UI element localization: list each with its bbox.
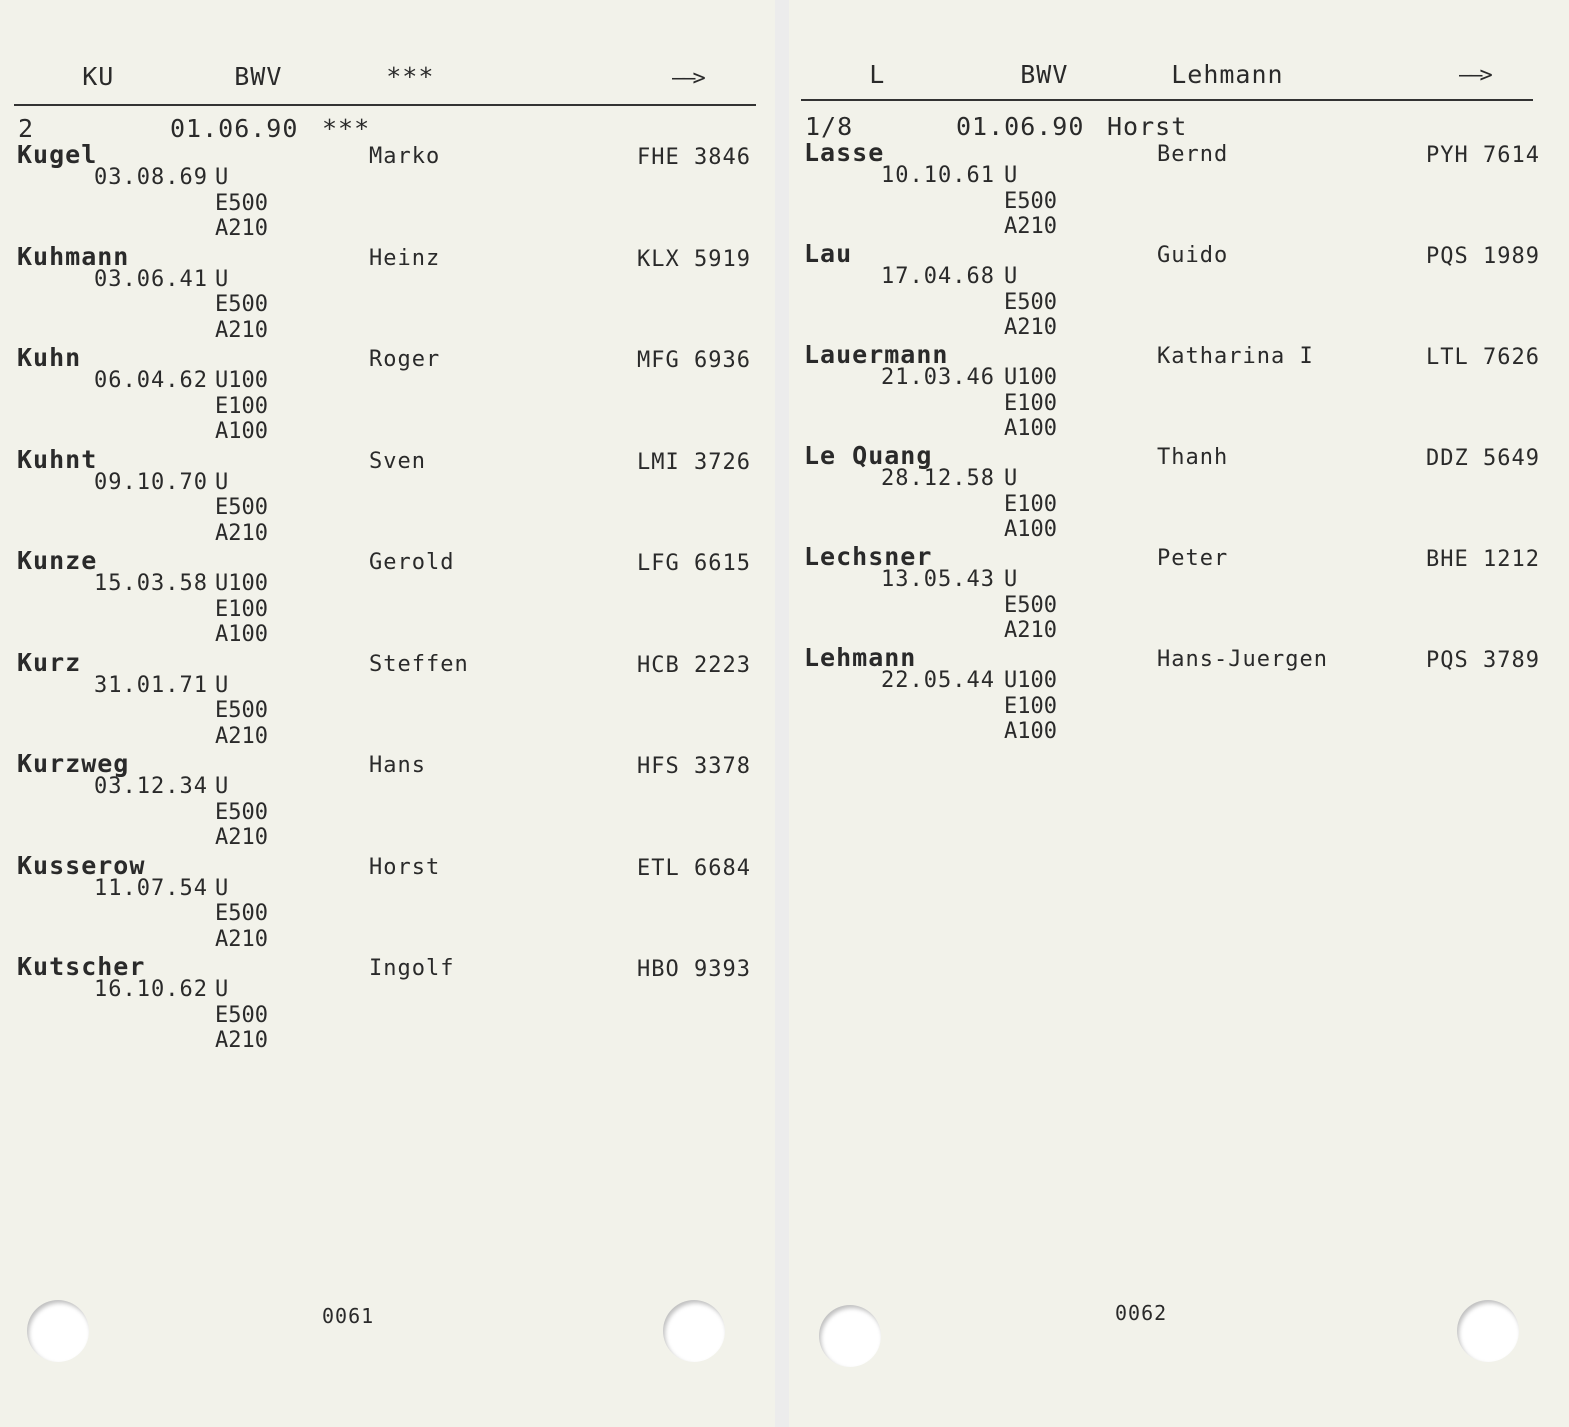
list-item xyxy=(17,749,775,850)
birth-date: 16.10.62 xyxy=(94,977,208,1002)
first-name: Katharina I xyxy=(1157,344,1314,369)
status-code: U xyxy=(215,165,229,190)
status-code: A100 xyxy=(1004,719,1057,744)
header-range-line1: Lehmann xyxy=(1171,60,1284,89)
status-codes xyxy=(215,774,268,851)
first-name: Roger xyxy=(369,347,441,372)
reference-code: FHE 3846 xyxy=(637,145,751,170)
surname: Lehmann xyxy=(804,643,917,672)
punch-hole xyxy=(663,1300,725,1362)
surname: Kutscher xyxy=(17,952,146,981)
birth-date: 06.04.62 xyxy=(94,368,208,393)
status-code: A210 xyxy=(1004,618,1057,643)
status-code: E500 xyxy=(215,495,268,520)
status-code: U xyxy=(215,672,229,698)
header-range-line2: Horst xyxy=(1107,112,1188,141)
status-code: E500 xyxy=(215,292,268,317)
card-gap xyxy=(775,0,789,1427)
status-code: E500 xyxy=(215,190,268,216)
status-code: U xyxy=(215,469,229,495)
list-item xyxy=(17,648,775,749)
list-item xyxy=(804,542,1569,643)
surname: Kuhnt xyxy=(17,444,98,474)
reference-code: LMI 3726 xyxy=(637,449,751,475)
reference-code: PYH 7614 xyxy=(1426,143,1540,168)
status-code: A210 xyxy=(215,1028,268,1053)
status-codes xyxy=(215,571,268,648)
header-register-code: KU xyxy=(82,62,115,91)
list-item xyxy=(17,851,775,952)
first-name: Horst xyxy=(369,854,441,880)
punch-hole xyxy=(819,1305,881,1367)
status-code: E100 xyxy=(1004,491,1057,517)
index-card-left xyxy=(0,0,775,1427)
reference-code: LFG 6615 xyxy=(637,551,751,576)
list-item xyxy=(17,546,775,647)
surname: Lauermann xyxy=(804,340,949,369)
birth-date: 28.12.58 xyxy=(881,466,995,491)
first-name: Guido xyxy=(1157,243,1229,268)
first-name: Hans-Juergen xyxy=(1157,647,1328,672)
status-codes xyxy=(1004,365,1057,442)
status-codes xyxy=(215,165,268,242)
punch-hole xyxy=(27,1300,89,1362)
status-code: U xyxy=(1004,163,1018,188)
status-code: E100 xyxy=(1004,390,1057,416)
list-item xyxy=(17,242,775,343)
status-code: E500 xyxy=(215,698,268,723)
list-item xyxy=(804,441,1569,542)
header-rule xyxy=(14,104,756,106)
status-codes xyxy=(1004,466,1057,543)
list-item xyxy=(804,643,1569,744)
reference-code: BHE 1212 xyxy=(1426,547,1540,572)
index-card-right xyxy=(789,0,1569,1427)
surname: Kunze xyxy=(17,546,98,575)
first-name: Bernd xyxy=(1157,142,1229,167)
next-arrow-icon: ——> xyxy=(1459,63,1490,88)
status-codes xyxy=(1004,668,1057,745)
status-codes xyxy=(215,977,268,1054)
reference-code: MFG 6936 xyxy=(637,348,751,373)
reference-code: DDZ 5649 xyxy=(1426,446,1540,471)
surname: Kusserow xyxy=(17,850,146,880)
punch-hole xyxy=(1457,1300,1519,1362)
list-item xyxy=(804,340,1569,441)
status-code: E100 xyxy=(215,393,268,419)
status-code: E500 xyxy=(1004,289,1057,315)
birth-date: 03.06.41 xyxy=(94,266,208,292)
header-range-line2: *** xyxy=(322,114,371,143)
status-code: U xyxy=(215,875,229,901)
surname: Lechsner xyxy=(804,542,933,571)
status-codes xyxy=(215,876,268,953)
header-range-line1: *** xyxy=(386,62,435,91)
first-name: Thanh xyxy=(1157,445,1229,470)
reference-code: HFS 3378 xyxy=(637,754,751,779)
status-code: U100 xyxy=(215,368,268,393)
status-code: U xyxy=(1004,466,1018,491)
status-code: E500 xyxy=(1004,592,1057,618)
status-code: A100 xyxy=(1004,517,1057,542)
reference-code: LTL 7626 xyxy=(1426,345,1540,370)
status-code: E500 xyxy=(215,901,268,926)
status-codes xyxy=(1004,163,1057,240)
surname: Le Quang xyxy=(804,441,933,470)
status-codes xyxy=(215,368,268,445)
status-code: A100 xyxy=(215,622,268,647)
birth-date: 22.05.44 xyxy=(881,668,995,693)
header-register-number: 1/8 xyxy=(805,112,854,141)
birth-date: 10.10.61 xyxy=(881,163,995,188)
next-arrow-icon: ——> xyxy=(672,66,703,91)
status-code: A210 xyxy=(215,825,268,850)
first-name: Ingolf xyxy=(369,956,455,981)
status-codes xyxy=(1004,567,1057,644)
reference-code: ETL 6684 xyxy=(637,855,751,881)
status-code: A210 xyxy=(1004,214,1057,239)
status-code: U xyxy=(1004,264,1018,289)
status-code: A100 xyxy=(1004,416,1057,441)
birth-date: 03.08.69 xyxy=(94,165,208,190)
first-name: Marko xyxy=(369,144,441,169)
status-code: A100 xyxy=(215,419,268,444)
first-name: Peter xyxy=(1157,546,1229,571)
card-number: 0062 xyxy=(1115,1301,1168,1325)
surname: Kuhn xyxy=(17,343,82,372)
list-item xyxy=(17,445,775,546)
status-code: A210 xyxy=(215,216,268,241)
birth-date: 13.05.43 xyxy=(881,567,995,592)
status-code: U xyxy=(215,774,229,799)
list-item xyxy=(17,140,775,241)
list-item xyxy=(804,138,1569,239)
status-code: A210 xyxy=(1004,315,1057,340)
status-code: U100 xyxy=(215,571,268,596)
first-name: Gerold xyxy=(369,550,455,575)
list-item xyxy=(804,239,1569,340)
first-name: Heinz xyxy=(369,245,441,271)
status-code: E500 xyxy=(215,1002,268,1028)
surname: Kurzweg xyxy=(17,749,130,778)
status-code: E500 xyxy=(215,799,268,825)
surname: Kuhmann xyxy=(17,241,130,271)
birth-date: 11.07.54 xyxy=(94,875,208,901)
header-office-code: BWV xyxy=(234,62,283,91)
birth-date: 03.12.34 xyxy=(94,774,208,799)
reference-code: PQS 3789 xyxy=(1426,648,1540,673)
status-codes xyxy=(1004,264,1057,341)
status-code: A210 xyxy=(215,723,268,749)
birth-date: 31.01.71 xyxy=(94,672,208,698)
birth-date: 15.03.58 xyxy=(94,571,208,596)
status-code: A210 xyxy=(215,317,268,343)
surname: Lau xyxy=(804,239,853,268)
status-codes xyxy=(215,267,268,344)
status-codes xyxy=(215,673,268,750)
status-code: A210 xyxy=(215,926,268,952)
surname: Lasse xyxy=(804,138,885,167)
reference-code: HBO 9393 xyxy=(637,957,751,982)
status-code: A210 xyxy=(215,520,268,546)
status-code: E100 xyxy=(215,596,268,622)
birth-date: 21.03.46 xyxy=(881,365,995,390)
header-register-code: L xyxy=(869,60,886,89)
header-rule xyxy=(801,99,1533,101)
surname: Kugel xyxy=(17,140,98,169)
first-name: Hans xyxy=(369,753,426,778)
status-code: E100 xyxy=(1004,693,1057,719)
first-name: Sven xyxy=(369,448,426,474)
status-codes xyxy=(215,470,268,547)
status-code: U xyxy=(1004,567,1018,592)
reference-code: KLX 5919 xyxy=(637,246,751,272)
header-office-code: BWV xyxy=(1020,60,1069,89)
header-date: 01.06.90 xyxy=(170,114,299,143)
card-number: 0061 xyxy=(322,1304,375,1328)
status-code: U100 xyxy=(1004,365,1057,390)
status-code: U xyxy=(215,266,229,292)
first-name: Steffen xyxy=(369,651,469,677)
status-code: U100 xyxy=(1004,668,1057,693)
header-date: 01.06.90 xyxy=(956,112,1085,141)
status-code: E500 xyxy=(1004,188,1057,214)
list-item xyxy=(17,343,775,444)
reference-code: PQS 1989 xyxy=(1426,244,1540,269)
birth-date: 09.10.70 xyxy=(94,469,208,495)
birth-date: 17.04.68 xyxy=(881,264,995,289)
header-register-number: 2 xyxy=(18,114,35,143)
surname: Kurz xyxy=(17,647,82,677)
reference-code: HCB 2223 xyxy=(637,652,751,678)
status-code: U xyxy=(215,977,229,1002)
list-item xyxy=(17,952,775,1053)
